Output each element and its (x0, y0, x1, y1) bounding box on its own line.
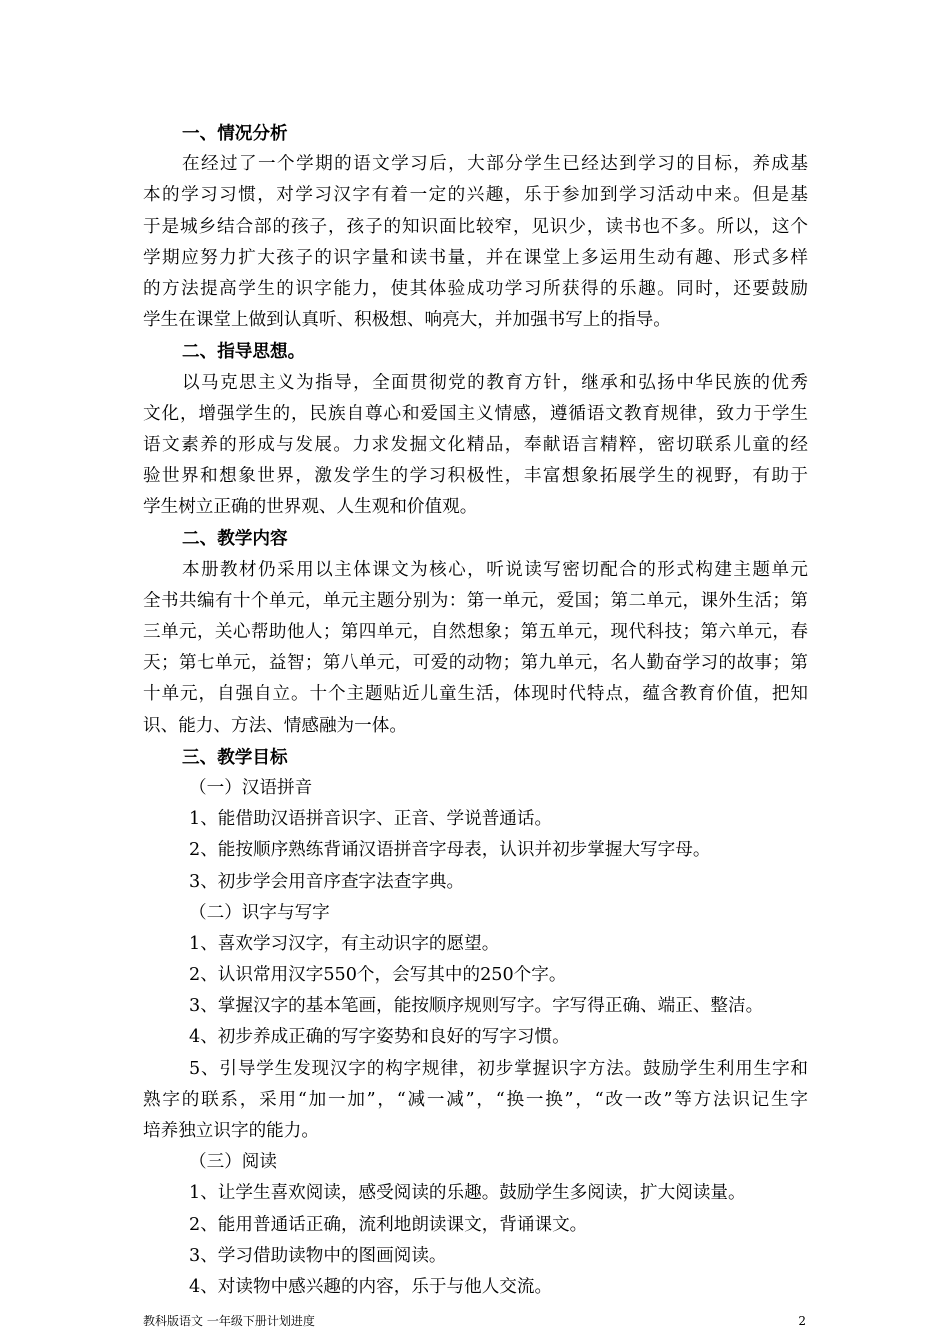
section-heading-teaching-content: 二、教学内容 (182, 528, 288, 550)
list-item-continuation: 培养独立识字的能力。 (143, 1121, 319, 1141)
section-heading-teaching-goals: 三、教学目标 (182, 746, 288, 768)
paragraph-line: 学生在课堂上做到认真听、积极想、响亮大，并加强书写上的指导。 (143, 310, 671, 331)
subsection-title-reading: （三）阅读 (189, 1152, 277, 1173)
paragraph-line: 本的学习习惯，对学习汉字有着一定的兴趣，乐于参加到学习活动中来。但是基 (143, 185, 808, 206)
paragraph-line: 本册教材仍采用以主体课文为核心，听说读写密切配合的形式构建主题单元 (182, 559, 808, 580)
paragraph-line: 语文素养的形成与发展。力求发掘文化精品，奉献语言精粹，密切联系儿童的经 (143, 434, 808, 455)
subsection-title-pinyin: （一）汉语拼音 (189, 777, 313, 798)
list-item: 2、能按顺序熟练背诵汉语拼音字母表，认识并初步掌握大写字母。 (189, 840, 711, 861)
footer-title: 教科版语文 一年级下册计划进度 (143, 1314, 315, 1328)
list-item: 3、初步学会用音序查字法查字典。 (189, 871, 465, 892)
subsection-title-literacy: （二）识字与写字 (189, 902, 330, 923)
list-item: 2、能用普通话正确，流利地朗读课文，背诵课文。 (189, 1214, 588, 1235)
document-body (143, 118, 808, 1303)
list-item: 3、掌握汉字的基本笔画，能按顺序规则写字。字写得正确、端正、整洁。 (189, 996, 764, 1017)
paragraph-line: 文化，增强学生的，民族自尊心和爱国主义情感，遵循语文教育规律，致力于学生 (143, 403, 808, 424)
page-number: 2 (798, 1314, 806, 1328)
list-item: 1、喜欢学习汉字，有主动识字的愿望。 (189, 933, 500, 954)
paragraph-line: 学生树立正确的世界观、人生观和价值观。 (143, 497, 478, 518)
list-item: 4、初步养成正确的写字姿势和良好的写字习惯。 (189, 1027, 570, 1048)
paragraph-line: 以马克思主义为指导，全面贯彻党的教育方针，继承和弘扬中华民族的优秀 (182, 372, 808, 393)
list-item: 5、引导学生发现汉字的构字规律，初步掌握识字方法。鼓励学生利用生字和 (189, 1058, 808, 1079)
section-heading-guiding-thought: 二、指导思想。 (182, 341, 306, 363)
paragraph-line: 的方法提高学生的识字能力，使其体验成功学习所获得的乐趣。同时，还要鼓励 (143, 278, 808, 299)
list-item: 3、学习借助读物中的图画阅读。 (189, 1245, 447, 1266)
list-item: 4、对读物中感兴趣的内容，乐于与他人交流。 (189, 1276, 553, 1297)
paragraph-line: 三单元，关心帮助他人；第四单元，自然想象；第五单元，现代科技；第六单元，春 (143, 622, 808, 642)
paragraph-line: 全书共编有十个单元，单元主题分别为：第一单元，爱国；第二单元，课外生活；第 (143, 590, 808, 611)
paragraph-line: 在经过了一个学期的语文学习后，大部分学生已经达到学习的目标，养成基 (182, 154, 808, 175)
page-footer (143, 1312, 808, 1330)
paragraph-line: 识、能力、方法、情感融为一体。 (143, 715, 407, 736)
paragraph-line: 验世界和想象世界，激发学生的学习积极性，丰富想象拓展学生的视野，有助于 (143, 466, 808, 487)
paragraph-line: 天；第七单元，益智；第八单元，可爱的动物；第九单元，名人勤奋学习的故事；第 (143, 653, 808, 674)
section-heading-situation: 一、情况分析 (182, 123, 288, 144)
list-item: 1、让学生喜欢阅读，感受阅读的乐趣。鼓励学生多阅读，扩大阅读量。 (189, 1183, 746, 1204)
paragraph-line: 于是城乡结合部的孩子，孩子的知识面比较窄，见识少，读书也不多。所以，这个 (143, 216, 808, 237)
paragraph-line: 十单元，自强自立。十个主题贴近儿童生活，体现时代特点，蕴含教育价值，把知 (143, 684, 808, 705)
paragraph-line: 学期应努力扩大孩子的识字量和读书量，并在课堂上多运用生动有趣、形式多样 (143, 247, 808, 268)
list-item-continuation: 熟字的联系，采用“加一加”，“减一减”，“换一换”，“改一改”等方法识记生字 (143, 1089, 808, 1110)
list-item: 2、认识常用汉字550个，会写其中的250个字。 (189, 965, 567, 986)
list-item: 1、能借助汉语拼音识字、正音、学说普通话。 (189, 809, 553, 830)
